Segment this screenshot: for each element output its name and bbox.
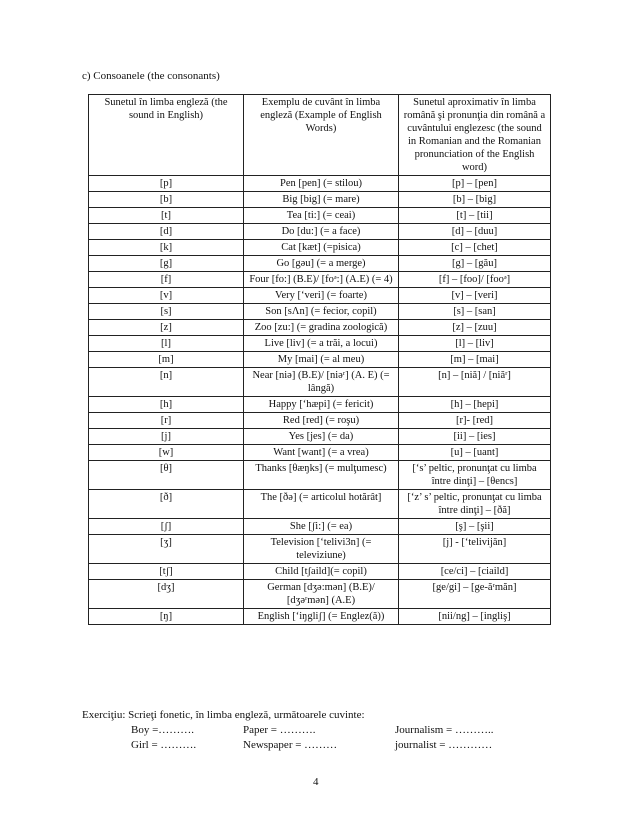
row-english-sound: [ʃ] [89,519,244,535]
row-romanian-sound: [ii] – [ies] [399,429,551,445]
table-row [89,580,551,609]
row-english-sound: [l] [89,336,244,352]
table-row [89,368,551,397]
table-row [89,240,551,256]
table-row [89,609,551,625]
row-romanian-sound: [nii/ng] – [ingliş] [399,609,551,625]
table-row [89,224,551,240]
table-row [89,352,551,368]
row-example-word: Tea [ti:] (= ceai) [244,208,399,224]
row-english-sound: [θ] [89,461,244,490]
row-english-sound: [r] [89,413,244,429]
row-example-word: Red [red] (= roşu) [244,413,399,429]
exercise-journalist: journalist = ………… [395,739,493,751]
row-english-sound: [b] [89,192,244,208]
row-example-word: Happy [‘hæpi] (= fericit) [244,397,399,413]
table-row [89,413,551,429]
row-example-word: Son [sΛn] (= fecior, copil) [244,304,399,320]
row-english-sound: [z] [89,320,244,336]
header-romanian-sound: Sunetul aproximativ în limba română şi pronunţia din română a cuvântului englezesc (the sound in Romanian and the Romanian pronunciation of the English word) [399,95,551,176]
row-example-word: Cat [kæt] (=pisica) [244,240,399,256]
table-row [89,272,551,288]
row-english-sound: [m] [89,352,244,368]
row-example-word: Very [‘veri] (= foarte) [244,288,399,304]
row-english-sound: [g] [89,256,244,272]
row-example-word: My [mai] (= al meu) [244,352,399,368]
row-english-sound: [s] [89,304,244,320]
row-example-word: Do [du:] (= a face) [244,224,399,240]
row-english-sound: [p] [89,176,244,192]
table-row [89,176,551,192]
exercise-paper: Paper = ………. [243,724,316,736]
row-english-sound: [j] [89,429,244,445]
row-romanian-sound: [u] – [uant] [399,445,551,461]
table-row [89,192,551,208]
row-example-word: Child [tʃaild](= copil) [244,564,399,580]
table-row [89,461,551,490]
exercise-journalism: Journalism = ……….. [395,724,494,736]
row-example-word: Zoo [zu:] (= gradina zoologică) [244,320,399,336]
row-romanian-sound: [z] – [zuu] [399,320,551,336]
table-row [89,336,551,352]
table-row [89,256,551,272]
table-row [89,445,551,461]
exercise-girl: Girl = ………. [131,739,197,751]
table-row [89,490,551,519]
row-romanian-sound: [n] – [niă] / [niăʳ] [399,368,551,397]
row-romanian-sound: [ge/gi] – [ge-ăʳmăn] [399,580,551,609]
row-english-sound: [w] [89,445,244,461]
row-romanian-sound: [m] – [mai] [399,352,551,368]
row-english-sound: [d] [89,224,244,240]
row-english-sound: [k] [89,240,244,256]
consonants-table-body [89,95,551,625]
row-english-sound: [h] [89,397,244,413]
row-example-word: Live [liv] (= a trăi, a locui) [244,336,399,352]
row-english-sound: [n] [89,368,244,397]
row-example-word: German [dʒə:mən] (B.E)/ [dʒəʳmən] (A.E) [244,580,399,609]
row-example-word: The [ðə] (= articolul hotărât] [244,490,399,519]
consonants-table [88,94,551,625]
row-english-sound: [ð] [89,490,244,519]
row-example-word: She [ʃi:] (= ea) [244,519,399,535]
table-row [89,397,551,413]
table-header-row [89,95,551,176]
row-romanian-sound: [j] - [‘telivijăn] [399,535,551,564]
row-romanian-sound: [d] – [duu] [399,224,551,240]
table-row [89,535,551,564]
row-romanian-sound: [‘z’ s’ peltic, pronunţat cu limba între dinţi] – [ðă] [399,490,551,519]
row-romanian-sound: [c] – [chet] [399,240,551,256]
row-example-word: Pen [pen] (= stilou) [244,176,399,192]
row-romanian-sound: [ş] – [şii] [399,519,551,535]
row-romanian-sound: [g] – [gău] [399,256,551,272]
row-romanian-sound: [f] – [foo]/ [fooᵊ] [399,272,551,288]
row-example-word: Near [niə] (B.E)/ [niəʳ] (A. E) (= lângă) [244,368,399,397]
exercise-title: Exerciţiu: Scrieţi fonetic, în limba engleză, următoarele cuvinte: [82,709,365,721]
row-example-word: Go [gəu] (= a merge) [244,256,399,272]
row-english-sound: [ŋ] [89,609,244,625]
row-romanian-sound: [v] – [veri] [399,288,551,304]
row-romanian-sound: [b] – [big] [399,192,551,208]
row-english-sound: [dʒ] [89,580,244,609]
row-example-word: Four [fo:] (B.E)/ [foᵊ:] (A.E) (= 4) [244,272,399,288]
row-romanian-sound: [ce/ci] – [ciaild] [399,564,551,580]
row-example-word: Thanks [θæŋks] (= mulţumesc) [244,461,399,490]
row-english-sound: [t] [89,208,244,224]
row-romanian-sound: [t] – [tii] [399,208,551,224]
row-english-sound: [v] [89,288,244,304]
header-example-word: Exemplu de cuvânt în limba engleză (Example of English Words) [244,95,399,176]
row-example-word: Want [want] (= a vrea) [244,445,399,461]
header-english-sound: Sunetul în limba engleză (the sound in English) [89,95,244,176]
row-example-word: Yes [jes] (= da) [244,429,399,445]
table-row [89,519,551,535]
row-example-word: English [‘iŋgliʃ] (= Englez(ă)) [244,609,399,625]
exercise-boy: Boy =………. [131,724,195,736]
row-english-sound: [f] [89,272,244,288]
row-romanian-sound: [h] – [hepi] [399,397,551,413]
table-row [89,288,551,304]
table-row [89,304,551,320]
row-english-sound: [tʃ] [89,564,244,580]
exercise-newspaper: Newspaper = ……… [243,739,338,751]
table-row [89,208,551,224]
row-romanian-sound: [‘s’ peltic, pronunţat cu limba între dinţi] – [θencs] [399,461,551,490]
row-example-word: Television [‘telivi3n] (= televiziune) [244,535,399,564]
row-example-word: Big [big] (= mare) [244,192,399,208]
table-row [89,564,551,580]
row-romanian-sound: [s] – [san] [399,304,551,320]
table-row [89,320,551,336]
row-romanian-sound: [l] – [liv] [399,336,551,352]
row-romanian-sound: [p] – [pen] [399,176,551,192]
table-row [89,429,551,445]
row-romanian-sound: [r]- [red] [399,413,551,429]
page-number: 4 [313,776,319,788]
section-heading: c) Consoanele (the consonants) [82,70,220,82]
row-english-sound: [ʒ] [89,535,244,564]
